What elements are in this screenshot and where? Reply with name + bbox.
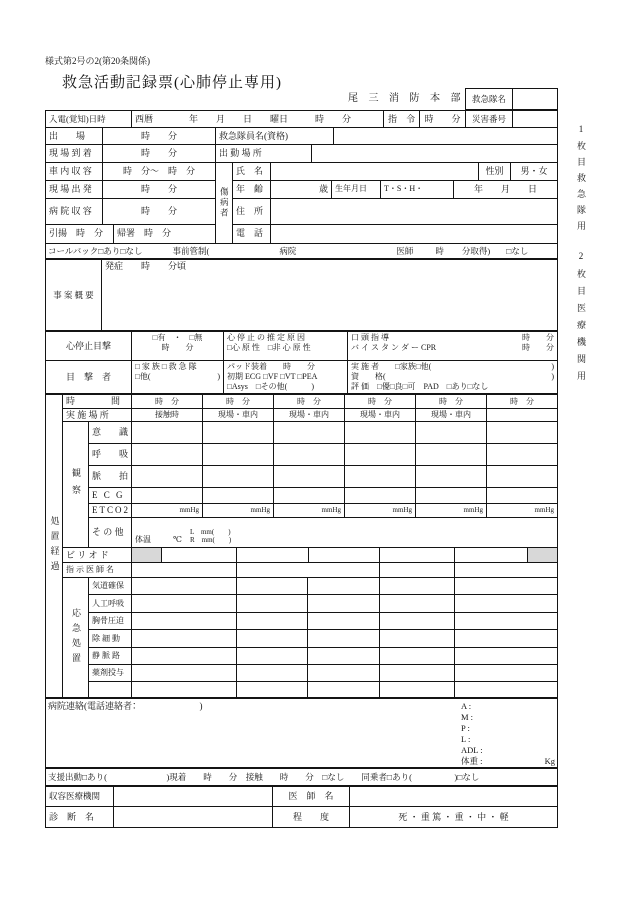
team-name-field[interactable] — [513, 89, 557, 109]
qualification-field[interactable]: 資 格( — [351, 372, 386, 381]
dob-ymd-field[interactable]: 年 月 日 — [473, 183, 537, 194]
arrest-time-field[interactable]: 時 分 — [161, 343, 194, 352]
case-summary-field[interactable]: 発症 時 分頃 — [105, 261, 187, 271]
time-col-4[interactable]: 時 分 — [345, 395, 416, 408]
other-cell — [132, 518, 557, 547]
iv-route-label: 静 脈 路 — [89, 648, 132, 664]
ampl-p-field[interactable]: P : — [461, 723, 470, 733]
witness-row — [46, 361, 557, 393]
defibrillation-cell[interactable] — [455, 630, 557, 647]
defibrillation-cell[interactable] — [132, 630, 237, 647]
time-header-row — [63, 395, 557, 409]
patient-side-label: 傷病者 — [216, 163, 233, 243]
period-row — [63, 547, 557, 563]
ventilation-cell[interactable] — [455, 595, 557, 612]
carload-label: 車 内 収 容 — [46, 163, 103, 180]
drug-cell[interactable] — [237, 665, 308, 681]
breathing-cell[interactable] — [132, 444, 203, 465]
observation-group — [63, 422, 557, 547]
breathing-cell[interactable] — [203, 444, 274, 465]
ventilation-cell[interactable] — [132, 595, 237, 612]
arrive-row — [46, 145, 557, 162]
pulse-row — [89, 466, 557, 488]
period-shaded-cell — [132, 548, 162, 562]
pulse-cell[interactable] — [274, 466, 345, 487]
sex-value[interactable]: 男・女 — [520, 165, 548, 176]
airway-cell[interactable] — [237, 578, 308, 594]
call-datetime-field[interactable]: 西暦 年 月 日 曜日 時 分 — [132, 111, 384, 127]
depart-label: 出 場 — [46, 128, 103, 144]
etco2-cell[interactable]: mmHg — [534, 506, 554, 514]
pulse-cell[interactable] — [416, 466, 487, 487]
disaster-number-field[interactable] — [513, 111, 557, 127]
case-summary-label: 事 案 概 要 — [46, 260, 102, 330]
iv-route-cell[interactable] — [308, 648, 380, 664]
drug-cell[interactable] — [132, 665, 237, 681]
precontrol-minute-label: 分取得) — [461, 245, 491, 256]
time-col-1[interactable]: 時 分 — [132, 395, 203, 408]
extra-aid-cell[interactable] — [132, 682, 237, 697]
precontrol-hour-label: 時 — [435, 245, 444, 256]
period-cell[interactable] — [162, 548, 237, 562]
dispatch-place-label: 出 動 場 所 — [216, 145, 312, 161]
observation-table — [45, 394, 558, 698]
ventilation-cell[interactable] — [237, 595, 308, 612]
iv-route-cell[interactable] — [237, 648, 308, 664]
witness-who-checkboxes[interactable]: □ 家 族 □ 救 急 隊 — [135, 362, 197, 371]
doctor-cell[interactable] — [132, 563, 237, 577]
medical-org-row — [46, 787, 557, 807]
case-summary-block — [45, 259, 558, 331]
breathing-row — [89, 444, 557, 466]
place-header-label: 実 施 場 所 — [63, 409, 132, 421]
witness-label: 目 撃 者 — [46, 361, 132, 393]
consciousness-cell[interactable] — [203, 422, 274, 443]
ampl-a-field[interactable]: A : — [461, 701, 472, 711]
hospital-contact-title[interactable]: 病院連絡(電話連絡者： ) — [48, 701, 203, 711]
diagnosis-field[interactable] — [114, 807, 273, 827]
etco2-cell[interactable]: mmHg — [345, 504, 416, 517]
airway-cell[interactable] — [132, 578, 237, 594]
support-dispatch-checkboxes[interactable]: 支援出動□あり( )現着 時 分 接触 時 分 □なし 同乗者□あり( )□なし — [48, 771, 480, 782]
fire-hq-name: 尾 三 消 防 本 部 — [348, 93, 465, 104]
airway-cell[interactable] — [455, 578, 557, 594]
iv-route-cell[interactable] — [380, 648, 455, 664]
etco2-cell[interactable]: mmHg — [132, 504, 203, 517]
crew-label: 救急隊員名(資格) — [216, 128, 334, 144]
adl-field[interactable]: ADL : — [461, 745, 483, 755]
compression-label: 胸骨圧迫 — [89, 613, 132, 629]
phone-label: 電 話 — [233, 225, 271, 243]
ecg-cell[interactable] — [487, 488, 557, 503]
airway-cell[interactable] — [308, 578, 380, 594]
patient-name-field[interactable] — [271, 163, 479, 180]
time-col-6[interactable]: 時 分 — [510, 396, 534, 406]
course-side-label: 処置経過 — [46, 395, 63, 697]
defibrillation-cell[interactable] — [237, 630, 308, 647]
command-time-field[interactable]: 時 分 — [420, 111, 466, 127]
arrest-witnessed-row — [46, 332, 557, 361]
etco2-row — [89, 504, 557, 518]
etco2-label: ETCO2 — [89, 504, 132, 517]
return-time-field[interactable]: 帰署 時 分 — [117, 228, 172, 239]
weight-unit: Kg — [544, 756, 555, 766]
time-header-label: 時 間 — [63, 395, 132, 408]
compression-row — [89, 613, 557, 630]
doctor-cell[interactable] — [380, 563, 455, 577]
bystander-cpr-label: バ イ ス タ ン ダ ー CPR — [351, 343, 437, 352]
disaster-number-label: 災害番号 — [466, 111, 513, 127]
phone-field[interactable] — [271, 225, 557, 243]
time-col-5[interactable]: 時 分 — [416, 395, 487, 408]
consciousness-cell[interactable] — [416, 422, 487, 443]
call-time-label: 入電(覚知)日時 — [46, 111, 132, 127]
evaluation-checkboxes[interactable]: 評 価 □優□良□可 PAD □あり□なし — [351, 382, 489, 391]
sheet1-note: 1枚目救急隊用 — [576, 124, 586, 237]
performer-checkboxes[interactable]: 実 施 者 □家族□他( — [351, 362, 432, 371]
consciousness-cell[interactable] — [132, 422, 203, 443]
extra-aid-row — [89, 682, 557, 697]
ecg-cell[interactable] — [132, 488, 203, 503]
time-col-3[interactable]: 時 分 — [274, 395, 345, 408]
extra-aid-label — [89, 682, 132, 697]
ampl-l-field[interactable]: L : — [461, 734, 471, 744]
breathing-label: 呼 吸 — [89, 444, 132, 465]
airway-label: 気道確保 — [89, 578, 132, 594]
etco2-cell[interactable]: mmHg — [416, 504, 487, 517]
iv-route-row — [89, 648, 557, 665]
team-name-label: 救急隊名 — [466, 89, 513, 109]
ampl-list — [461, 701, 555, 767]
airway-row — [89, 578, 557, 595]
weight-field[interactable]: 体重 : — [461, 756, 483, 766]
place-col-3[interactable]: 現場・車内 — [274, 409, 345, 421]
initial-ecg-checkboxes[interactable]: 初期 ECG □VF □VT □PEA — [227, 372, 318, 381]
severity-label: 程 度 — [273, 807, 350, 827]
sex-label: 性別 — [479, 163, 511, 180]
pulse-label: 脈 拍 — [89, 466, 132, 487]
patient-section — [46, 163, 557, 244]
consciousness-cell[interactable] — [274, 422, 345, 443]
diagnosis-row — [46, 807, 557, 827]
form-number: 様式第2号の2(第20条関係) — [45, 56, 150, 66]
asys-other-checkboxes[interactable]: □Asys □その他( ) — [227, 382, 314, 391]
era-field[interactable]: T・S・H・ — [381, 181, 454, 198]
period-label: ビ リ オ ド — [63, 548, 132, 562]
callback-row — [46, 244, 557, 258]
qualification-paren: ) — [551, 372, 554, 381]
time-col-2[interactable]: 時 分 — [203, 395, 274, 408]
drug-cell[interactable] — [455, 665, 557, 681]
extra-aid-cell[interactable] — [237, 682, 308, 697]
arrive-time-field[interactable]: 時 分 — [103, 145, 216, 161]
ventilation-label: 人工呼吸 — [89, 595, 132, 612]
ecg-cell[interactable] — [203, 488, 274, 503]
defibrillation-cell[interactable] — [308, 630, 380, 647]
consciousness-label: 意 識 — [89, 422, 132, 443]
oral-guidance-time-field[interactable]: 時 分 — [522, 333, 554, 342]
observation-group-label: 観察 — [63, 422, 89, 547]
precontrol-none-checkbox[interactable]: □なし — [506, 245, 529, 256]
breathing-cell[interactable] — [345, 444, 416, 465]
pulse-cell[interactable] — [487, 466, 557, 487]
precontrol-label: 事前管制( — [172, 245, 210, 256]
diagnosis-label: 診 断 名 — [46, 807, 114, 827]
address-field[interactable] — [271, 199, 557, 224]
witness-other-checkbox[interactable]: □他( — [135, 372, 151, 381]
first-aid-group-label: 応急処置 — [63, 578, 89, 697]
ventilation-row — [89, 595, 557, 613]
sheet2-note: 2枚目医療機関用 — [576, 251, 586, 388]
place-col-6[interactable] — [487, 409, 557, 421]
pulse-cell[interactable] — [203, 466, 274, 487]
consciousness-cell[interactable] — [487, 422, 557, 443]
period-cell[interactable] — [237, 548, 309, 562]
compression-cell[interactable] — [237, 613, 308, 629]
compression-cell[interactable] — [380, 613, 455, 629]
place-col-1[interactable]: 接触時 — [132, 409, 203, 421]
extra-aid-cell[interactable] — [455, 682, 557, 697]
dispatch-place-field[interactable] — [312, 145, 557, 161]
place-col-2[interactable]: 現場・車内 — [203, 409, 274, 421]
bystander-cpr-time-field[interactable]: 時 分 — [522, 343, 554, 352]
medical-org-field[interactable] — [114, 787, 273, 806]
ecg-cell[interactable] — [274, 488, 345, 503]
dispatch-table — [45, 110, 558, 259]
temp-unit-label: ℃ — [173, 535, 182, 544]
destination-block — [45, 786, 558, 828]
oral-guidance-label: 口 頭 指 導 — [351, 333, 389, 342]
compression-cell[interactable] — [132, 613, 237, 629]
ecg-cell[interactable] — [345, 488, 416, 503]
place-header-row — [63, 409, 557, 422]
temp-label: 体温 — [135, 535, 151, 544]
other-label: そ の 他 — [89, 518, 132, 547]
leave-time-field[interactable]: 時 分 — [140, 183, 177, 194]
breathing-cell[interactable] — [274, 444, 345, 465]
callback-checkboxes[interactable]: コールバック□あり□なし — [48, 245, 143, 256]
times-left-column — [46, 163, 216, 243]
place-col-5[interactable]: 現場・車内 — [416, 409, 487, 421]
pulse-cell[interactable] — [132, 466, 203, 487]
doctor-cell[interactable] — [237, 563, 380, 577]
doctor-name-field[interactable] — [350, 787, 557, 806]
period-cell[interactable] — [380, 548, 455, 562]
call-time-row — [46, 111, 557, 128]
defibrillation-label: 除 細 動 — [89, 630, 132, 647]
ventilation-cell[interactable] — [308, 595, 380, 612]
team-name-box — [465, 88, 558, 110]
period-cell[interactable] — [309, 548, 380, 562]
ventilation-cell[interactable] — [380, 595, 455, 612]
carload-time-field[interactable]: 時 分～ 時 分 — [122, 165, 195, 176]
arrive-label: 現 場 到 着 — [46, 145, 103, 161]
consciousness-row — [89, 422, 557, 444]
doctor-row — [63, 563, 557, 577]
command-label: 指 令 — [384, 111, 420, 127]
defibrillation-row — [89, 630, 557, 648]
arrest-block — [45, 331, 558, 394]
page-title: 救急活動記録票(心肺停止専用) — [62, 75, 282, 91]
hospital-contact-block — [45, 698, 558, 768]
drug-cell[interactable] — [380, 665, 455, 681]
pulse-cell[interactable] — [345, 466, 416, 487]
age-label: 年 齢 — [233, 181, 271, 198]
arrest-witnessed-label: 心停止目撃 — [46, 332, 132, 360]
other-row — [89, 518, 557, 547]
presumed-cause-label: 心 停 止 の 推 定 原 因 — [227, 333, 305, 342]
ecg-label: E C G — [89, 488, 132, 503]
ecg-row — [89, 488, 557, 504]
place-col-4[interactable]: 現場・車内 — [345, 409, 416, 421]
age-field[interactable]: 歳 — [271, 181, 332, 198]
breathing-cell[interactable] — [416, 444, 487, 465]
address-label: 住 所 — [233, 199, 271, 224]
precontrol-hospital-label: 病院 — [279, 245, 297, 256]
compression-cell[interactable] — [455, 613, 557, 629]
consciousness-cell[interactable] — [345, 422, 416, 443]
ampl-m-field[interactable]: M : — [461, 712, 474, 722]
dob-label: 生年月日 — [332, 181, 381, 198]
support-dispatch-row — [45, 768, 558, 786]
period-shaded-cell — [528, 548, 557, 562]
etco2-cell[interactable]: mmHg — [274, 504, 345, 517]
extra-aid-cell[interactable] — [308, 682, 380, 697]
drug-cell[interactable] — [308, 665, 380, 681]
drug-row — [89, 665, 557, 682]
medical-org-label: 収容医療機関 — [46, 787, 114, 806]
airway-cell[interactable] — [380, 578, 455, 594]
precontrol-doctor-label: 医師 — [396, 245, 414, 256]
witness-other-paren: ) — [217, 372, 220, 381]
doctor-name-label: 医 師 名 — [273, 787, 350, 806]
drug-label: 薬剤投与 — [89, 665, 132, 681]
hospital-in-label: 病 院 収 容 — [46, 199, 103, 224]
performer-paren: ) — [551, 362, 554, 371]
depart-row — [46, 128, 557, 145]
doctor-cell[interactable] — [455, 563, 557, 577]
etco2-cell[interactable]: mmHg — [203, 504, 274, 517]
defibrillation-cell[interactable] — [380, 630, 455, 647]
period-cell[interactable] — [455, 548, 528, 562]
cause-checkboxes[interactable]: □心 原 性 □非 心 原 性 — [227, 343, 311, 352]
pad-time-field[interactable]: パッド装着 時 分 — [227, 362, 315, 371]
extra-aid-cell[interactable] — [380, 682, 455, 697]
iv-route-cell[interactable] — [455, 648, 557, 664]
leave-label: 現 場 出 発 — [46, 181, 103, 198]
doctor-label: 指 示 医 師 名 — [63, 563, 132, 577]
crew-field[interactable] — [334, 128, 557, 144]
patient-name-label: 氏 名 — [233, 163, 271, 180]
patient-detail-column — [233, 163, 557, 243]
pupil-lr-fields[interactable]: L mm( ) R mm( ) — [189, 528, 232, 544]
compression-cell[interactable] — [308, 613, 380, 629]
breathing-cell[interactable] — [487, 444, 557, 465]
iv-route-cell[interactable] — [132, 648, 237, 664]
depart-time-field[interactable]: 時 分 — [103, 128, 216, 144]
hospital-in-time-field[interactable]: 時 分 — [140, 205, 177, 216]
severity-options[interactable]: 死 ・ 重 篤 ・ 重 ・ 中 ・ 軽 — [398, 811, 509, 822]
first-aid-group — [63, 577, 557, 697]
ecg-cell[interactable] — [416, 488, 487, 503]
arrest-yesno-checkboxes[interactable]: □有 ・ □無 — [152, 333, 203, 342]
withdraw-time-field[interactable]: 引揚 時 分 — [46, 225, 114, 243]
